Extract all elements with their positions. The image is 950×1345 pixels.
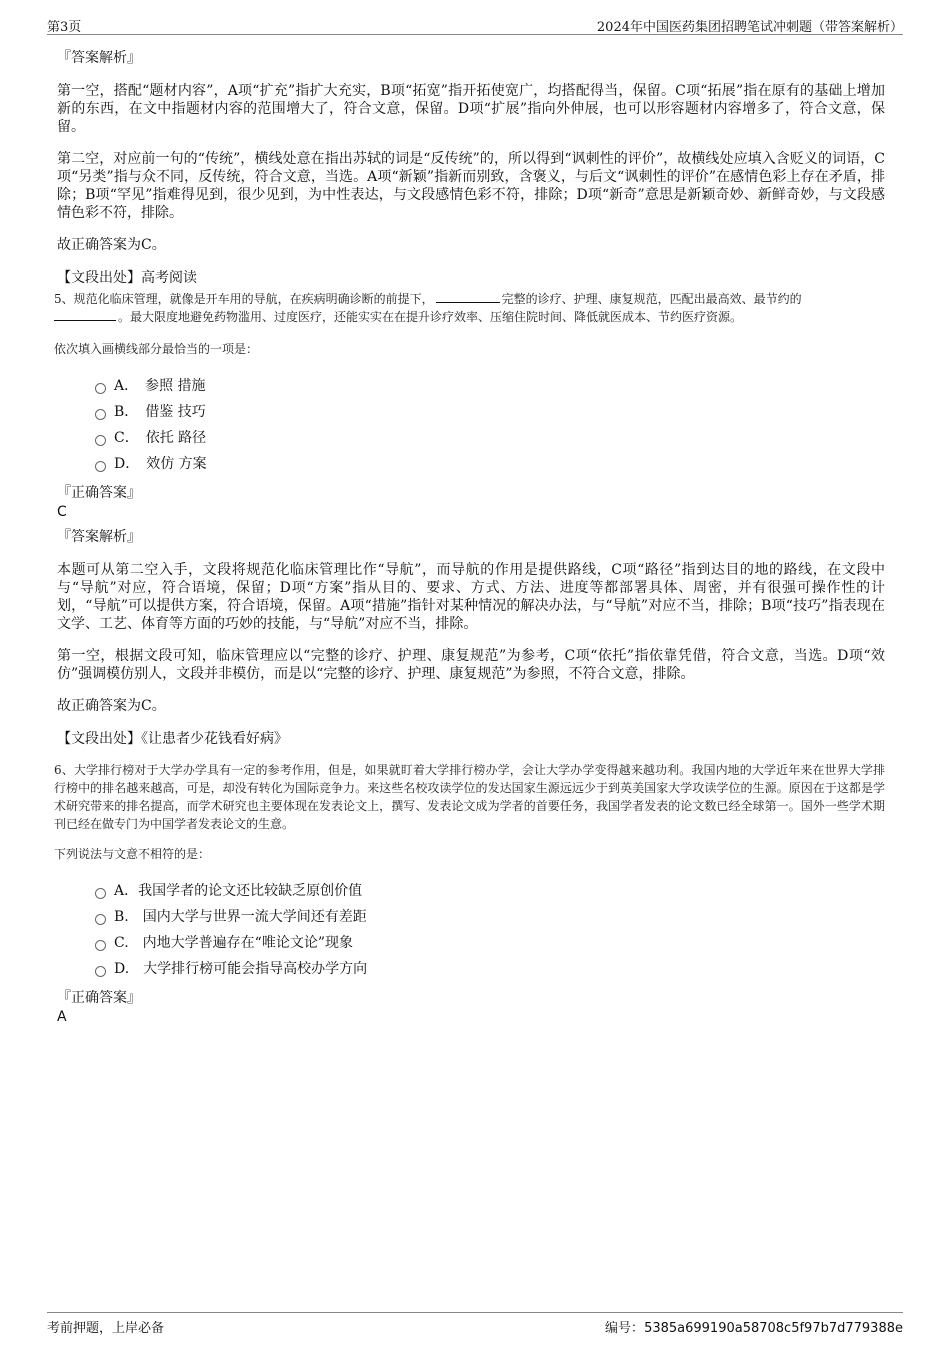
page-footer [47,1312,903,1335]
option-a[interactable]: A．我国学者的论文还比较缺乏原创价值 [95,878,885,904]
correct-answer: C [57,504,67,520]
radio-icon[interactable] [95,435,106,446]
radio-icon[interactable] [95,914,106,925]
question-6 [54,761,885,1026]
option-a[interactable]: A． 参照 措施 [95,373,885,399]
question-5 [54,290,885,749]
document-code: 编号：5385a699190a58708c5f97b7d779388e [605,1321,903,1336]
page-number: 第3页 [47,20,82,35]
option-c[interactable]: C. 内地大学普遍存在“唯论文论”现象 [95,930,885,956]
source-citation: 【文段出处】高考阅读 [57,270,197,286]
analysis-paragraph: 第一空，根据文段可知，临床管理应以“完整的诊疗、护理、康复规范”为参考，C项“依托”指依靠凭借，符合文意，当选。D项“效仿”强调模仿别人，文段并非模仿，而是以“完整的诊疗、护理、康复规范”为参照，不符合文意，排除。 [57,648,885,682]
document-title: 2024年中国医药集团招聘笔试冲刺题（带答案解析） [596,20,903,35]
correct-answer: A [57,1009,67,1025]
question-prompt: 下列说法与文意不相符的是： [54,847,211,861]
question-stem: 5、规范化临床管理，就像是开车用的导航，在疾病明确诊断的前提下， 完整的诊疗、护理、康复规范，匹配出最高效、最节约的 。最大限度地避免药物滥用、过度医疗，还能实实在在提升诊疗效率、压缩住院时间、降低就医成本、节约医疗资源。 [54,292,802,324]
analysis-paragraph: 故正确答案为C。 [57,698,166,714]
radio-icon[interactable] [95,409,106,420]
radio-icon[interactable] [95,461,106,472]
option-d[interactable]: D. 大学排行榜可能会指导高校办学方向 [95,956,885,982]
answer-label: 『正确答案』 [57,485,141,501]
analysis-paragraph: 第一空，搭配“题材内容”，A项“扩充”指扩大充实，B项“拓宽”指开拓使宽广，均搭配得当，保留。C项“拓展”指在原有的基础上增加新的东西，在文中指题材内容的范围增大了，符合文意，保留。D项“扩展”指向外伸展，也可以形容题材内容增多了，符合文意，保留。 [57,83,885,135]
document-body [54,44,885,1032]
radio-icon[interactable] [95,940,106,951]
answer-label: 『正确答案』 [57,990,141,1006]
analysis-paragraph: 故正确答案为C。 [57,237,166,253]
radio-icon[interactable] [95,888,106,899]
footer-slogan: 考前押题，上岸必备 [47,1321,165,1336]
page-header [47,14,903,35]
option-b[interactable]: B． 借鉴 技巧 [95,399,885,425]
analysis-label: 『答案解析』 [57,529,141,545]
option-b[interactable]: B. 国内大学与世界一流大学间还有差距 [95,904,885,930]
question-stem: 6、大学排行榜对于大学办学具有一定的参考作用，但是，如果就盯着大学排行榜办学，会让大学办学变得越来越功利。我国内地的大学近年来在世界大学排行榜中的排名越来越高，可是，却没有转化为国际竞争力。来这些名校攻读学位的发达国家生源远远少于到英美国家大学攻读学位的生源。原因在于这都是学术研究带来的排名提高，而学术研究也主要体现在发表论文上，撰写、发表论文成为学者的首要任务，我国学者发表的论文数已经全球第一。国外一些学术期刊已经在做专门为中国学者发表论文的生意。 [54,763,885,831]
analysis-paragraph: 第二空，对应前一句的“传统”，横线处意在指出苏轼的词是“反传统”的，所以得到“讽刺性的评价”，故横线处应填入含贬义的词语，C项“另类”指与众不同，反传统，符合文意，当选。A项“新颖”指新而别致，含褒义，与后文“讽刺性的评价”在感情色彩上存在矛盾，排除；B项“罕见”指难得见到，很少见到，为中性表达，与文段感情色彩不符，排除；D项“新奇”意思是新颖奇妙、新鲜奇妙，与文段感情色彩不符，排除。 [57,151,885,221]
analysis-label: 『答案解析』 [57,50,141,66]
blank-line [436,290,500,303]
option-c[interactable]: C． 依托 路径 [95,425,885,451]
option-list [95,373,885,477]
radio-icon[interactable] [95,383,106,394]
question-prompt: 依次填入画横线部分最恰当的一项是： [54,342,259,356]
analysis-paragraph: 本题可从第二空入手，文段将规范化临床管理比作“导航”，而导航的作用是提供路线，C项“路径”指到达目的地的路线，在文段中与“导航”对应，符合语境，保留；D项“方案”指从目的、要求、方式、方法、进度等都部署具体、周密，并有很强可操作性的计划，“导航”可以提供方案，符合语境，保留。A项“措施”指针对某种情况的解决办法，与“导航”对应不当，排除；B项“技巧”指表现在文学、工艺、体育等方面的巧妙的技能，与“导航”对应不当，排除。 [57,562,885,632]
option-list [95,878,885,982]
blank-line [54,308,116,321]
radio-icon[interactable] [95,966,106,977]
option-d[interactable]: D． 效仿 方案 [95,451,885,477]
source-citation: 【文段出处】《让患者少花钱看好病》 [57,731,288,747]
q4-analysis-block [57,48,885,288]
